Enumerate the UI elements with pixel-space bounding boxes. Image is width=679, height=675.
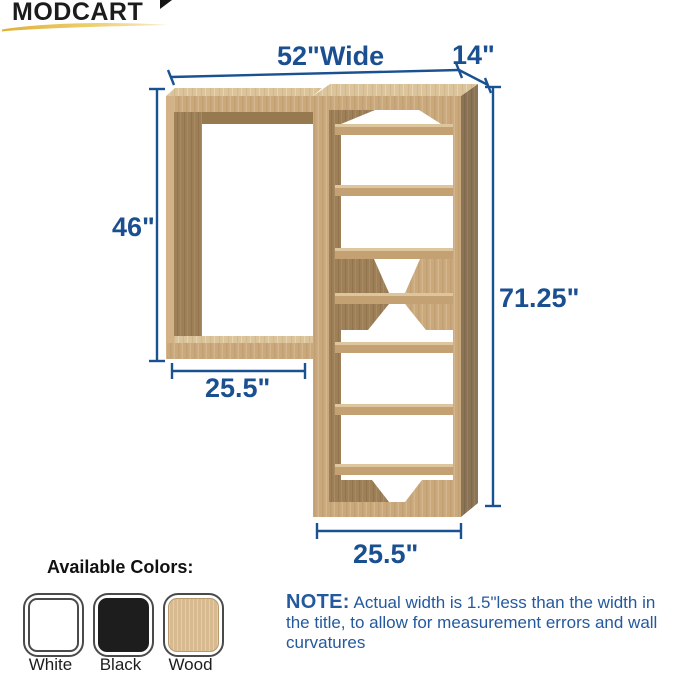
color-label-white: White: [28, 655, 73, 674]
color-swatch-black-fill: [98, 598, 149, 652]
shelf-tower-illustration: [313, 84, 478, 517]
color-label-wood: Wood: [168, 655, 213, 674]
dimension-label-tower-width: 25.5": [353, 539, 419, 569]
available-colors-title: Available Colors:: [47, 557, 194, 577]
color-swatch-wood: [163, 593, 224, 657]
measurement-note: [286, 592, 679, 653]
hanging-section-illustration: [166, 88, 322, 359]
note-text: Actual width is 1.5"less than the width in the title, to allow for measurement errors and wall curvatures: [286, 593, 658, 652]
dimension-label-hang-height: 46": [112, 212, 155, 242]
dimension-label-hang-width: 25.5": [205, 373, 271, 403]
color-swatch-white: [23, 593, 84, 657]
dimension-label-top-width: 52"Wide: [277, 41, 385, 71]
dimension-label-overall-height: 71.25": [499, 283, 580, 313]
color-swatch-black: [93, 593, 154, 657]
brand-logo: MODCART: [12, 0, 144, 26]
note-label: NOTE:: [286, 591, 350, 613]
color-label-black: Black: [99, 655, 142, 674]
color-swatch-white-fill: [28, 598, 79, 652]
color-swatch-wood-fill: [168, 598, 219, 652]
brand-flag-icon: [160, 0, 172, 9]
dimension-label-depth: 14": [452, 40, 495, 70]
